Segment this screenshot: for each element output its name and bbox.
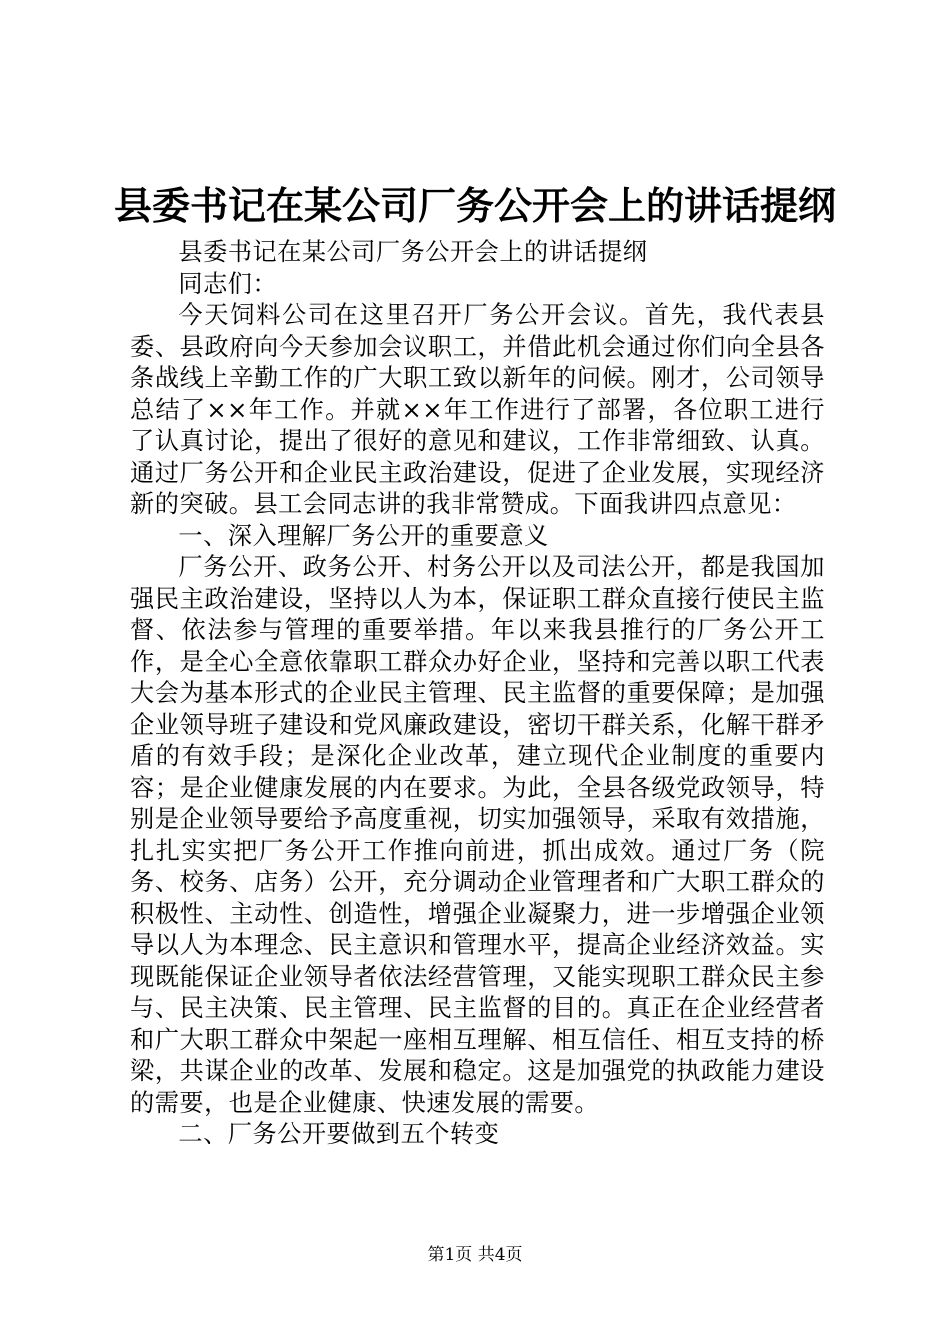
paragraph-opening: 今天饲料公司在这里召开厂务公开会议。首先，我代表县委、县政府向今天参加会议职工，并借此机会通过你们向全县各条战线上辛勤工作的广大职工致以新年的问候。刚才，公司领导总结了××年工作。并就××年工作进行了部署，各位职工进行了认真讨论，提出了很好的意见和建议，工作非常细致、认真。通过厂务公开和企业民主政治建设，促进了企业发展，实现经济新的突破。县工会同志讲的我非常赞成。下面我讲四点意见： bbox=[130, 301, 825, 518]
section-heading-2: 二、厂务公开要做到五个转变 bbox=[178, 1120, 500, 1148]
page-footer: 第1页 共4页 bbox=[427, 1245, 523, 1265]
paragraph-subtitle: 县委书记在某公司厂务公开会上的讲话提纲 bbox=[178, 238, 648, 266]
paragraph-section-1: 厂务公开、政务公开、村务公开以及司法公开，都是我国加强民主政治建设，坚持以人为本，保证职工群众直接行使民主监督、依法参与管理的重要举措。年以来我县推行的厂务公开工作，是全心全意依靠职工群众办好企业，坚持和完善以职工代表大会为基本形式的企业民主管理、民主监督的重要保障；是加强企业领导班子建设和党风廉政建设，密切干群关系，化解干群矛盾的有效手段；是深化企业改革，建立现代企业制度的重要内容；是企业健康发展的内在要求。为此，全县各级党政领导，特别是企业领导要给予高度重视，切实加强领导，采取有效措施，扎扎实实把厂务公开工作推向前进，抓出成效。通过厂务（院务、校务、店务）公开，充分调动企业管理者和广大职工群众的积极性、主动性、创造性，增强企业凝聚力，进一步增强企业领导以人为本理念、民主意识和管理水平，提高企业经济效益。实现既能保证企业领导者依法经营管理，又能实现职工群众民主参与、民主决策、民主管理、民主监督的目的。真正在企业经营者和广大职工群众中架起一座相互理解、相互信任、相互支持的桥梁，共谋企业的改革、发展和稳定。这是加强党的执政能力建设的需要，也是企业健康、快速发展的需要。 bbox=[130, 553, 825, 1117]
document-body bbox=[130, 237, 825, 1151]
document-title: 县委书记在某公司厂务公开会上的讲话提纲 bbox=[113, 183, 836, 228]
paragraph-salutation: 同志们： bbox=[178, 269, 278, 298]
section-heading-1: 一、深入理解厂务公开的重要意义 bbox=[178, 521, 549, 550]
